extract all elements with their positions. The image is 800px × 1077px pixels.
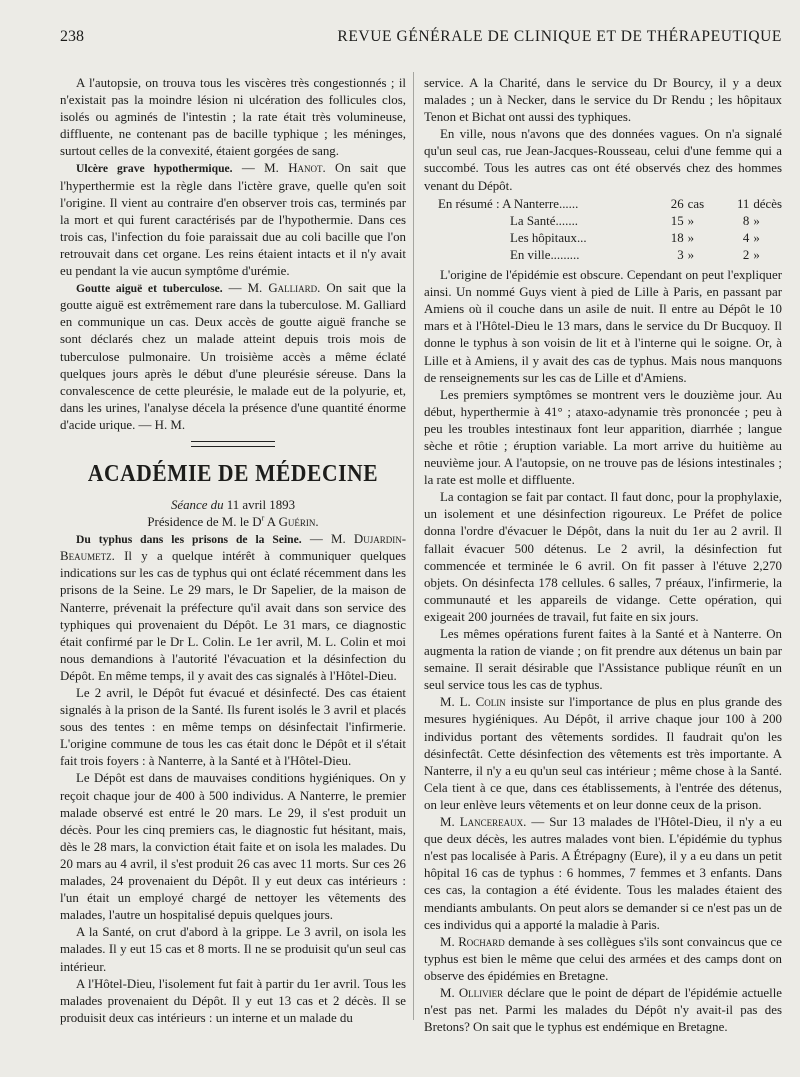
table-row: En ville......... 3 » 2 » bbox=[510, 247, 760, 262]
paragraph-rochard: M. Rochard demande à ses collègues s'ils sont convaincus que ce typhus est bien le même que celui des armées et des camps dont on observe des épidémies en Bretagne. bbox=[424, 934, 782, 983]
author-hanot: Hanot bbox=[288, 161, 323, 176]
author-colin: Colin bbox=[475, 695, 506, 710]
summary-table bbox=[424, 196, 782, 264]
paragraph-contagion: La contagion se fait par contact. Il faut donc, pour la prophylaxie, un isolement et une désinfection rigoureux. Le Préfet de police donna l'ordre d'évacuer le Dépôt, dans la nuit du 1er au 2 avril. Il fallait évacuer 500 détenus. Le 2 avril, la désinfection fut commencée et terminée le 6 avril. On fit passer à l'étuve 2,270 objets. On désinfecta 178 cellules. 6 salles, 7 préaux, l'infirmerie, la communauté et les appareils de vidange. Cette opération, qui exigeait 200 journées de travail, fut faite en six jours. bbox=[424, 490, 782, 624]
presidence-line: Présidence de M. le $D^r$ A Guérin. bbox=[147, 513, 319, 530]
paragraph-origine: L'origine de l'épidémie est obscure. Cependant on peut l'expliquer ainsi. Un nommé Guys vient à pied de Lille à Paris, en passant par Amiens où il couche dans un asile de nuit. Il entre au Dépôt le 10 mars et à l'Hôtel-Dieu le 13 mars, dans le service du Dr Bucquoy. Il donne le typhus à son voisin de lit et à l'interne qui le soigne. Or, à Lille et à Amiens, il y avait des cas de typhus. Mais nous manquons de renseignements sur les cas de Lille et d'Amiens. bbox=[424, 268, 782, 385]
paragraph-typhus: Du typhus dans les prisons de la Seine. — M. Dujardin-Beaumetz. Il y a quelque intérêt à communiquer quelques indications sur les cas de typhus qui ont éclaté récemment dans les prisons de la Seine. Le 29 mars, le Dr Sapelier, de la maison de Nanterre, prévenait la préfecture qu'il avait dans son service des typhiques qui provenaient du Dépôt. Le 31 mars, ce diagnostic était confirmé par le Dr L. Colin. Le 1er avril, M. L. Colin et moi nous demandions à l'autorité l'évacuation et la désinfection du Dépôt. En même temps, il y avait des cas signalés à l'Hôtel-Dieu. bbox=[60, 532, 406, 683]
table-row: La Santé....... 15 » 8 » bbox=[510, 213, 760, 228]
author-dujardin: Dujardin-Beaumetz bbox=[60, 532, 406, 564]
paragraph-depot: Le 2 avril, le Dépôt fut évacué et désinfecté. Des cas étaient signalés à la prison de la Santé. Ils furent isolés le 3 avril et placés sous des tentes : en même temps on désinfectait l'infirmerie. L'origine commune de tous les cas était donc le Dépôt et il s'était fait trois foyers : à Nanterre, à la Santé et à l'Hôtel-Dieu. bbox=[60, 686, 406, 769]
paragraph-hotel-dieu: A l'Hôtel-Dieu, l'isolement fut fait à partir du 1er avril. Tous les malades provenaient du Dépôt. Il y eut 13 cas et 2 décès. Il se produisit deux cas intérieurs : un interne et un malade du bbox=[60, 976, 406, 1025]
paragraph-ulcere: Ulcère grave hypothermique. — M. Hanot. On sait que l'hyperthermie est la règle dans l'ictère grave, quelle qu'en soit l'origine. Il vient au contraire d'en observer trois cas, terminés par la mort et qui furent caractérisés par de l'hypothermie. Dans ces trois cas, l'infection du foie paraissait due au coli bacille que l'on retrouvait dans cet organe. Les reins étaient intacts et il n'y avait eu pendant la vie aucun symptôme d'urémie. bbox=[60, 161, 406, 279]
paragraph-colin: M. L. Colin insiste sur l'importance de plus en plus grande des mesures hygiéniques. Au Dépôt, il arrive chaque jour 100 à 200 individus portant des vêtements sordides. Il faudrait qu'on les désinfectât. Cette désinfection des vêtements est très importante. A Nanterre, il n'y a eu qu'un seul cas intérieur ; même chose à la Santé. Cela tient à ce que, dans ces établissements, à l'entrée des détenus, on leur enlève leurs vêtements et on leur donne ceux de la prison. bbox=[424, 695, 782, 812]
table-row: En résumé : A Nanterre...... 26 cas 11 décès bbox=[438, 196, 782, 211]
paragraph-mauvaises: Le Dépôt est dans de mauvaises conditions hygiéniques. On y reçoit chaque jour de 400 à 500 individus. A Nanterre, le premier malade observé est entré le 20 mars. Le 29, il s'est produit un décès. Pour les cinq premiers cas, le diagnostic fut hésitant, mais, dès le 28 mars, la conviction était faite et on isola les malades. Du 20 mars au 4 avril, il s'est produit 26 cas avec 11 morts. Sur ces 26 malades, 24 provenaient du Dépôt. Il y eut deux cas intérieurs : l'un était un employé chargé de nettoyer les vêtements des malades, l'autre un hospitalisé depuis quelques jours. bbox=[60, 771, 406, 923]
column-divider bbox=[413, 72, 414, 1020]
running-header bbox=[60, 28, 782, 50]
paragraph-sante: A la Santé, on crut d'abord à la grippe. Le 3 avril, on isola les malades. Il y eut 15 cas et 8 morts. Il ne se produisit qu'un seul cas intérieur. bbox=[60, 925, 406, 974]
journal-title: REVUE GÉNÉRALE DE CLINIQUE ET DE THÉRAPEUTIQUE bbox=[337, 28, 782, 45]
double-rule-divider bbox=[191, 441, 275, 447]
paragraph-autopsy: A l'autopsie, on trouva tous les viscères très congestionnés ; il n'existait pas la moindre lésion ni ulcération des follicules clos, isolés ou agminés de l'intestin ; la rate était très volumineuse, diffluente, ne contenant pas de bacille typhique ; les méninges, surtout celles de la convexité, étaient gorgées de sang. bbox=[60, 76, 406, 159]
section-heading-goutte: Goutte aiguë et tuberculose. bbox=[76, 282, 223, 296]
table-row: Les hôpitaux... 18 » 4 » bbox=[510, 230, 760, 245]
section-heading-ulcere: Ulcère grave hypothermique. bbox=[76, 162, 233, 176]
paragraph-goutte: Goutte aiguë et tuberculose. — M. Galliard. On sait que la goutte aiguë est extrêmement rare dans la tuberculose. M. Galliard en communique un cas. Deux accès de goutte aiguë franche se sont déclarés chez un malade atteint depuis trois mois de tuberculose pulmonaire. Un troisième accès a même éclaté quelques jours après le début d'une pleurésie séreuse. Dans la convalescence de cette pleurésie, le malade eut de la polyurie, et, dans les urines, l'analyse décela la présence d'une quantité énorme d'acide urique. — H. M. bbox=[60, 281, 407, 432]
seance-line: Séance du 11 avril 1893 bbox=[170, 497, 296, 512]
author-lancereaux: Lancereaux bbox=[459, 815, 524, 830]
paragraph-premiers-symptomes: Les premiers symptômes se montrent vers le douzième jour. Au début, hyperthermie à 41° ; ataxo-adynamie très prononcée ; peu à peu les troubles intestinaux font leur apparition, diarrhée ; langue sèche et rôtie ; éruption variable. La mort arrive du huitième au neuvième jour. A l'autopsie, on ne trouve pas de lésions intestinales ; la rate est molle et diffluente. bbox=[424, 387, 782, 488]
author-rochard: Rochard bbox=[458, 934, 505, 949]
paragraph-service: service. A la Charité, dans le service du Dr Bourcy, il y a deux malades ; un à Necker, dans le service du Dr Rendu ; les hôpitaux Tenon et Bichat ont aussi des typhiques. bbox=[424, 76, 782, 125]
section-heading-typhus: Du typhus dans les prisons de la Seine. bbox=[76, 533, 302, 547]
author-ollivier: Ollivier bbox=[458, 985, 504, 1000]
academy-title: ACADÉMIE DE MÉDECINE bbox=[87, 459, 379, 487]
right-column bbox=[424, 75, 782, 1036]
page-number: 238 bbox=[60, 28, 84, 45]
left-column bbox=[60, 75, 406, 1027]
paragraph-ollivier: M. Ollivier déclare que le point de départ de l'épidémie actuelle n'est pas net. Parmi les malades du Dépôt n'y avait-il pas des Bretons? On sait que le typhus est endémique en Bretagne. bbox=[424, 985, 782, 1035]
paragraph-memes-operations: Les mêmes opérations furent faites à la Santé et à Nanterre. On augmenta la ration de viande ; on fit prendre aux détenus un bain par semaine. Il serait désirable que l'Assistance publique réunît en un seul service tous les cas de typhus. bbox=[424, 627, 782, 693]
paragraph-ville: En ville, nous n'avons que des données vagues. On n'a signalé qu'un seul cas, rue Jean-Jacques-Rousseau, celui d'une femme qui a succombé. Tous les autres cas ont été observés chez des hommes venant du Dépôt. bbox=[424, 127, 782, 193]
paragraph-lancereaux: M. Lancereaux. — Sur 13 malades de l'Hôtel-Dieu, il n'y a eu que deux décès, les autres malades vont bien. L'épidémie du typhus n'est pas localisée à Paris. A Étrépagny (Eure), il y a eu dans un petit hôpital 16 cas de typhus : 6 hommes, 7 femmes et 3 enfants. Dans ces cas, la contagion a été évidente. Tous les malades étaient des mendiants ambulants. On peut alors se demander si ce n'est pas un de ces individus qui a apporté la maladie à Paris. bbox=[424, 815, 782, 932]
author-galliard: Galliard bbox=[268, 281, 318, 296]
